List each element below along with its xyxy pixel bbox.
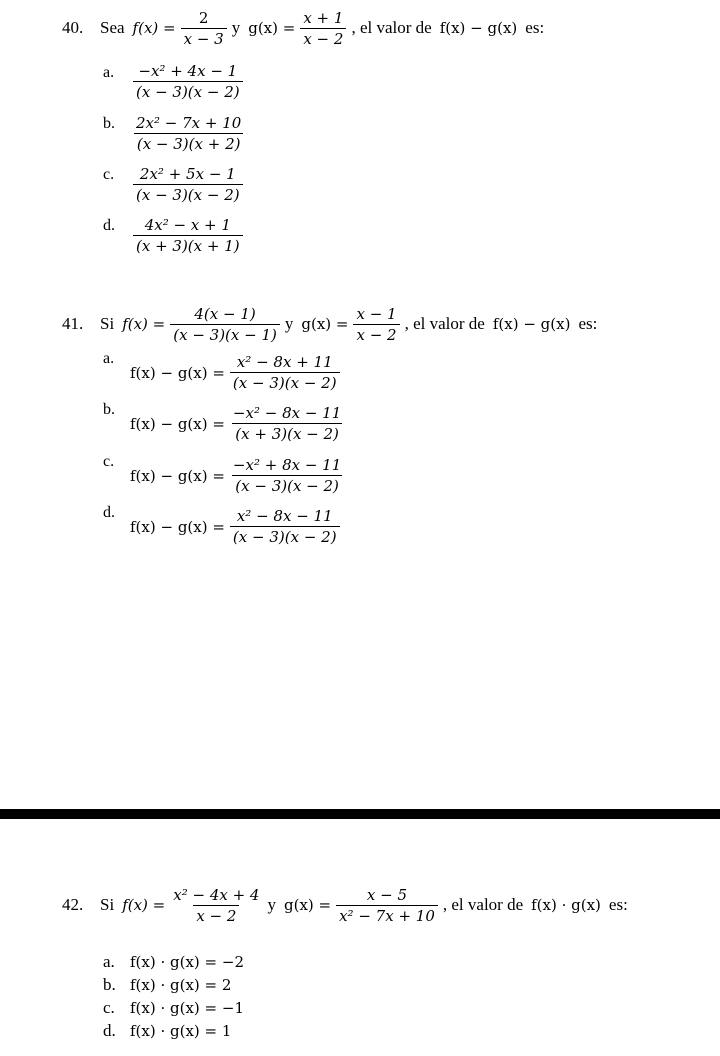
- option-numerator: −x² − 8x − 11: [232, 404, 342, 422]
- option-numerator: −x² + 4x − 1: [138, 62, 238, 80]
- option-b: [103, 975, 231, 995]
- option-fraction: [230, 353, 340, 392]
- question-tail: , el valor de: [351, 18, 432, 37]
- option-text: f(x) · g(x) = 2: [130, 976, 232, 994]
- question-end: es:: [578, 314, 598, 333]
- f-denominator: x − 2: [193, 905, 239, 925]
- option-letter: a.: [103, 64, 115, 81]
- g-label: g(x) =: [283, 896, 332, 914]
- option-fraction: [230, 456, 344, 495]
- f-numerator: 2: [198, 8, 209, 27]
- option-denominator: (x − 3)(x − 2): [230, 372, 340, 392]
- f-numerator: x² − 4x + 4: [173, 885, 260, 904]
- conjunction: y: [231, 18, 241, 37]
- question-tail: , el valor de: [442, 895, 524, 914]
- option-a: [130, 353, 345, 392]
- option-letter: c.: [103, 166, 115, 183]
- option-numerator: −x² + 8x − 11: [232, 456, 342, 474]
- question-end: es:: [525, 18, 545, 37]
- f-numerator: 4(x − 1): [194, 304, 256, 323]
- option-denominator: (x − 3)(x − 2): [133, 81, 243, 101]
- question-42-stem: [62, 882, 628, 928]
- g-fraction: [353, 305, 399, 344]
- g-fraction: [300, 9, 346, 48]
- option-c-fraction: [133, 165, 243, 204]
- option-numerator: 2x² + 5x − 1: [139, 165, 236, 183]
- f-fraction: [181, 9, 227, 48]
- option-a-fraction: [133, 62, 243, 101]
- f-fraction: [170, 886, 262, 925]
- option-d: [130, 507, 345, 546]
- option-letter: a.: [103, 350, 115, 367]
- option-letter: b.: [103, 975, 116, 994]
- option-denominator: (x − 3)(x + 2): [134, 133, 244, 153]
- g-denominator: x − 2: [353, 324, 399, 344]
- option-numerator: x² − 8x + 11: [236, 353, 333, 371]
- option-denominator: (x − 3)(x − 2): [133, 184, 243, 204]
- f-label: f(x) =: [122, 896, 166, 914]
- option-d-fraction: [133, 216, 243, 255]
- g-numerator: x − 5: [366, 885, 408, 904]
- question-40-stem: [62, 8, 544, 48]
- question-lead: Sea: [100, 18, 125, 37]
- question-expression: f(x) · g(x): [531, 896, 601, 914]
- question-expression: f(x) − g(x): [492, 315, 571, 333]
- page-divider: [0, 809, 720, 819]
- option-lhs: f(x) − g(x) =: [130, 363, 225, 382]
- option-letter: d.: [103, 217, 115, 234]
- question-tail: , el valor de: [404, 314, 485, 333]
- conjunction: y: [267, 895, 276, 914]
- option-letter: b.: [103, 401, 115, 418]
- option-fraction: [230, 507, 340, 546]
- question-end: es:: [608, 895, 628, 914]
- question-number: 40.: [62, 18, 84, 37]
- g-denominator: x − 2: [300, 28, 346, 48]
- option-denominator: (x − 3)(x − 2): [232, 475, 342, 495]
- question-expression: f(x) − g(x): [439, 19, 518, 37]
- option-denominator: (x + 3)(x + 1): [133, 235, 243, 255]
- f-denominator: (x − 3)(x − 1): [170, 324, 280, 344]
- g-denominator: x² − 7x + 10: [336, 905, 438, 925]
- question-41-stem: [62, 302, 597, 346]
- option-b: [130, 404, 349, 443]
- option-lhs: f(x) − g(x) =: [130, 517, 225, 536]
- option-numerator: 4x² − x + 1: [144, 216, 231, 234]
- option-text: f(x) · g(x) = 1: [130, 1022, 232, 1040]
- option-text: f(x) · g(x) = −1: [130, 999, 245, 1017]
- g-numerator: x + 1: [303, 8, 344, 27]
- option-b-fraction: [133, 114, 244, 153]
- option-denominator: (x − 3)(x − 2): [230, 526, 340, 546]
- conjunction: y: [284, 314, 294, 333]
- option-letter: c.: [103, 998, 115, 1017]
- option-a: [103, 952, 244, 972]
- question-lead: Si: [100, 895, 115, 914]
- option-numerator: x² − 8x − 11: [236, 507, 333, 525]
- option-letter: c.: [103, 453, 115, 470]
- option-letter: a.: [103, 952, 115, 971]
- option-c: [130, 456, 349, 495]
- g-numerator: x − 1: [356, 304, 397, 323]
- option-text: f(x) · g(x) = −2: [130, 953, 245, 971]
- g-label: g(x) =: [248, 19, 296, 37]
- option-c: [103, 998, 244, 1018]
- question-number: 42.: [62, 895, 84, 914]
- f-denominator: x − 3: [181, 28, 227, 48]
- g-fraction: [336, 886, 438, 925]
- f-label: f(x) =: [132, 19, 176, 37]
- g-label: g(x) =: [301, 315, 349, 333]
- option-letter: d.: [103, 504, 115, 521]
- option-denominator: (x + 3)(x − 2): [232, 423, 342, 443]
- f-fraction: [170, 305, 280, 344]
- option-lhs: f(x) − g(x) =: [130, 414, 225, 433]
- question-lead: Si: [100, 314, 115, 333]
- option-letter: b.: [103, 115, 115, 132]
- f-label: f(x) =: [122, 315, 166, 333]
- option-d: [103, 1021, 231, 1041]
- question-number: 41.: [62, 314, 84, 333]
- option-lhs: f(x) − g(x) =: [130, 466, 225, 485]
- option-fraction: [230, 404, 344, 443]
- option-letter: d.: [103, 1021, 116, 1040]
- option-numerator: 2x² − 7x + 10: [136, 114, 242, 132]
